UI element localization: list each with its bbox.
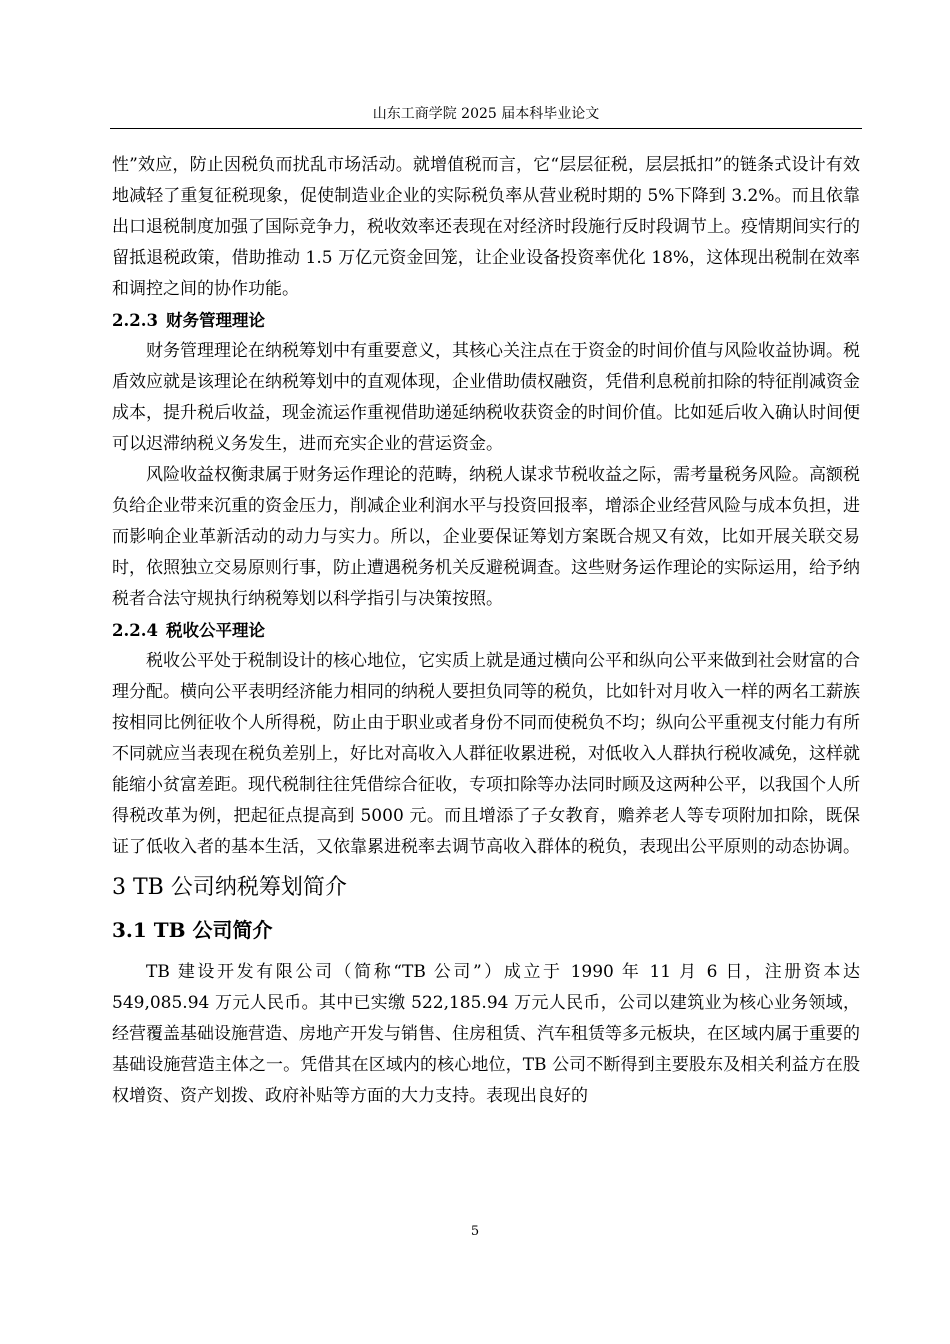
section-title: 税收公平理论 [165, 621, 265, 640]
page-number: 5 [470, 1224, 480, 1239]
section-number: 2.2.4 [112, 621, 158, 640]
header-rule [110, 128, 862, 129]
section-title: 财务管理理论 [165, 311, 265, 330]
section-heading-3-1: 3.1 TB 公司简介 [112, 918, 273, 942]
paragraph-4: 税收公平处于税制设计的核心地位，它实质上就是通过横向公平和纵向公平来做到社会财富的合理分配。横向公平表明经济能力相同的纳税人要担负同等的税负，比如针对月收入一样的两名工薪族按相同比例征收个人所得税，防止由于职业或者身份不同而使税负不均；纵向公平重视支付能力有所不同就应当表现在税负差别上，好比对高收入人群征收累进税，对低收入人群执行税收减免，这样就能缩小贫富差距。现代税制往往凭借综合征收，专项扣除等办法同时顾及这两种公平，以我国个人所得税改革为例，把起征点提高到 5000 元。而且增添了子女教育，赡养老人等专项附加扣除，既保证了低收入者的基本生活，又依靠累进税率去调节高收入群体的税负，表现出公平原则的动态协调。 [112, 651, 860, 857]
paragraph-2: 财务管理理论在纳税筹划中有重要意义，其核心关注点在于资金的时间价值与风险收益协调。税盾效应就是该理论在纳税筹划中的直观体现，企业借助债权融资，凭借利息税前扣除的特征削减资金成本，提升税后收益，现金流运作重视借助递延纳税收获资金的时间价值。比如延后收入确认时间便可以迟滞纳税义务发生，进而充实企业的营运资金。 [112, 341, 860, 454]
section-number: 2.2.3 [112, 311, 158, 330]
page-body [112, 150, 860, 1112]
paragraph-5: TB 建设开发有限公司（简称“TB 公司”）成立于 1990 年 11 月 6 日，注册资本达549,085.94 万元人民币。其中已实缴 522,185.94 万元人民币，公司以建筑业为核心业务领域，经营覆盖基础设施营造、房地产开发与销售、住房租赁、汽车租赁等多元板块，在区域内属于重要的基础设施营造主体之一。凭借其在区域内的核心地位，TB 公司不断得到主要股东及相关利益方在股权增资、资产划拨、政府补贴等方面的大力支持。表现出良好的 [112, 962, 860, 1106]
paragraph-3: 风险收益权衡隶属于财务运作理论的范畴，纳税人谋求节税收益之际，需考量税务风险。高额税负给企业带来沉重的资金压力，削减企业利润水平与投资回报率，增添企业经营风险与成本负担，进而影响企业革新活动的动力与实力。所以，企业要保证筹划方案既合规又有效，比如开展关联交易时，依照独立交易原则行事，防止遭遇税务机关反避税调查。这些财务运作理论的实际运用，给予纳税者合法守规执行纳税筹划以科学指引与决策按照。 [112, 465, 860, 609]
running-header: 山东工商学院 2025 届本科毕业论文 [372, 106, 600, 122]
section-heading-2-2-3 [112, 305, 860, 336]
section-heading-2-2-4 [112, 615, 860, 646]
chapter-heading-3: 3 TB 公司纳税筹划简介 [112, 875, 347, 900]
paragraph-1: 性”效应，防止因税负而扰乱市场活动。就增值税而言，它“层层征税，层层抵扣”的链条式设计有效地减轻了重复征税现象，促使制造业企业的实际税负率从营业税时期的 5%下降到 3.2%。而且依靠出口退税制度加强了国际竞争力，税收效率还表现在对经济时段施行反时段调节上。疫情期间实行的留抵退税政策，借助推动 1.5 万亿元资金回笼，让企业设备投资率优化 18%，这体现出税制在效率和调控之间的协作功能。 [112, 155, 860, 299]
